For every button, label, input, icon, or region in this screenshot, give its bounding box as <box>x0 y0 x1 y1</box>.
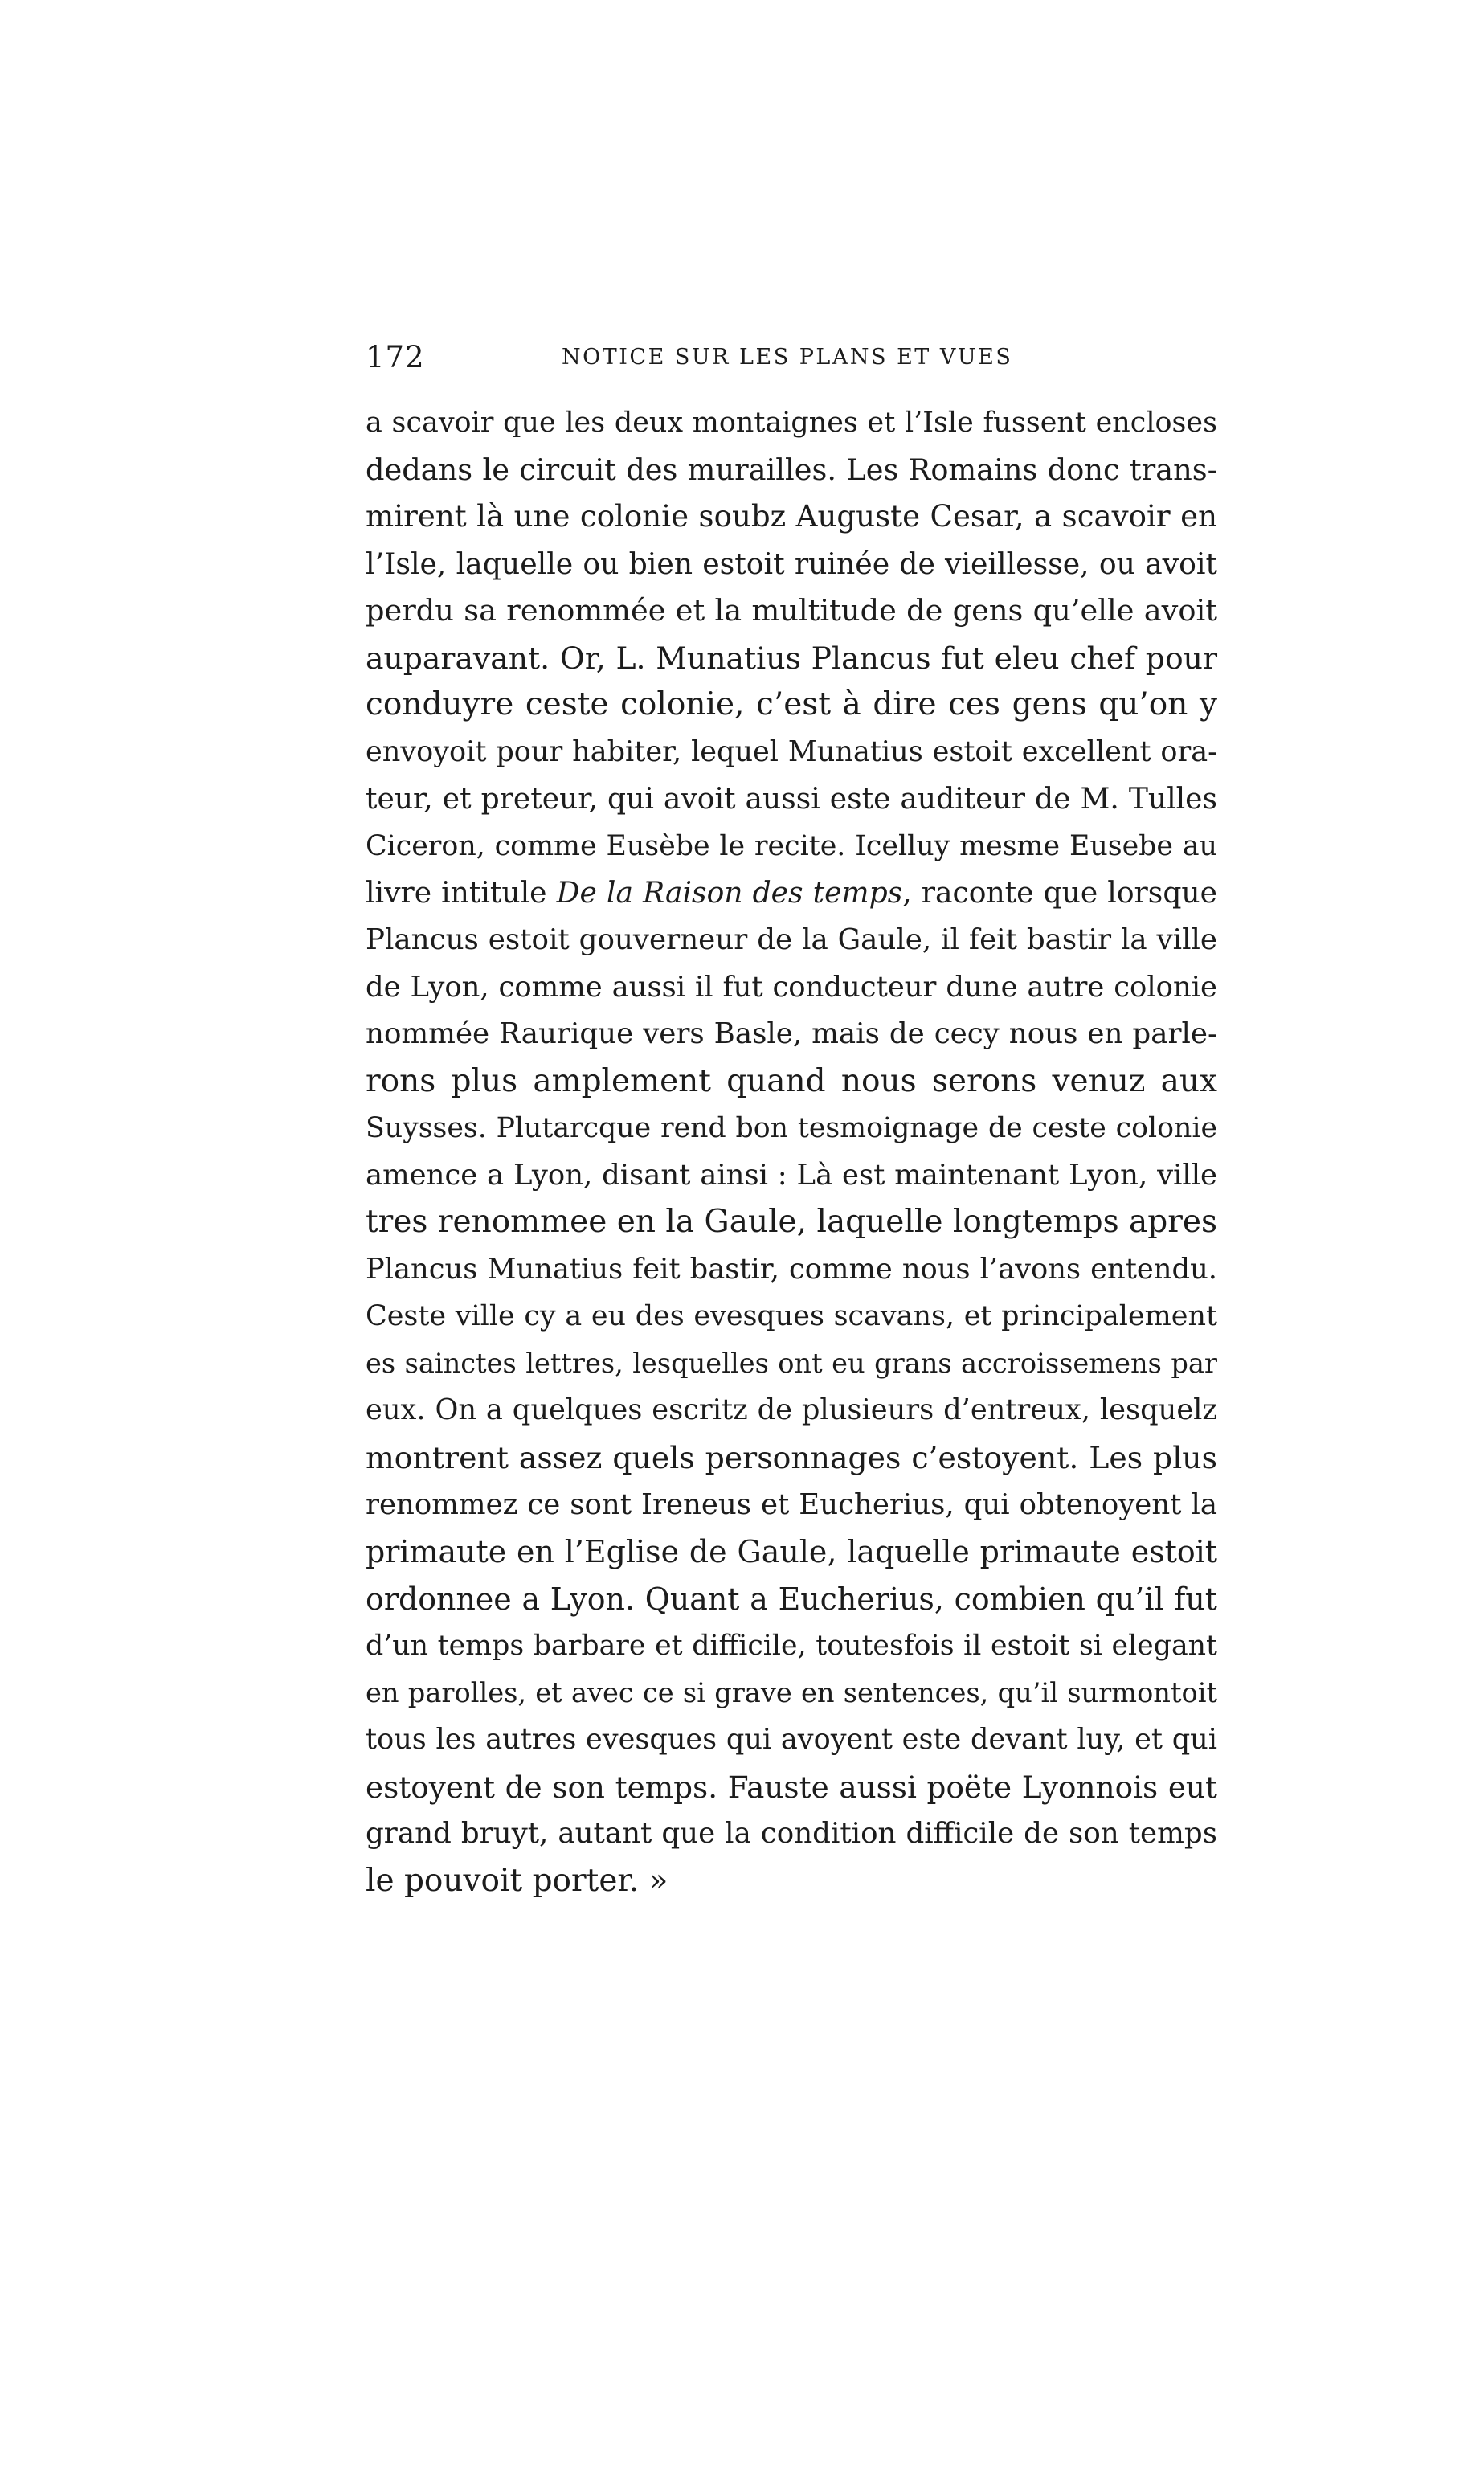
page-number: 172 <box>366 340 425 374</box>
line-text-before-title: livre intitule <box>366 876 557 910</box>
text-line-with-book-title <box>366 869 1217 917</box>
text-line: dedans le circuit des murailles. Les Romains donc trans- <box>366 452 1217 487</box>
text-line: a scavoir que les deux montaignes et l’Isle fussent encloses <box>366 407 1217 439</box>
text-line: l’Isle, laquelle ou bien estoit ruinée de vieillesse, ou avoit <box>366 546 1217 581</box>
text-line-final: le pouvoit porter. » <box>366 1862 668 1899</box>
body-text <box>366 399 1217 1905</box>
text-line: es sainctes lettres, lesquelles ont eu grans accroissemens par <box>366 1347 1217 1379</box>
text-line: teur, et preteur, qui avoit aussi este auditeur de M. Tulles <box>366 782 1217 816</box>
text-line: eux. On a quelques escritz de plusieurs d’entreux, lesquelz <box>366 1393 1217 1427</box>
text-line: mirent là une colonie soubz Auguste Cesar, a scavoir en <box>366 499 1217 534</box>
text-line: auparavant. Or, L. Munatius Plancus fut eleu chef pour <box>366 640 1217 676</box>
text-line: Suysses. Plutarcque rend bon tesmoignage de ceste colonie <box>366 1112 1217 1145</box>
text-line: primaute en l’Eglise de Gaule, laquelle primaute estoit <box>366 1534 1217 1570</box>
text-line: Ceste ville cy a eu des evesques scavans, et principalement <box>366 1300 1217 1333</box>
text-line: perdu sa renommée et la multitude de gens qu’elle avoit <box>366 593 1217 628</box>
text-line: renommez ce sont Ireneus et Eucherius, qui obtenoyent la <box>366 1487 1217 1521</box>
text-line: envoyoit pour habiter, lequel Munatius estoit excellent ora- <box>366 734 1217 768</box>
text-line: amence a Lyon, disant ainsi : Là est maintenant Lyon, ville <box>366 1158 1217 1192</box>
line-text-after-title: , raconte que lorsque <box>902 876 1218 910</box>
text-line: de Lyon, comme aussi il fut conducteur dune autre colonie <box>366 970 1217 1004</box>
text-line: Plancus estoit gouverneur de la Gaule, il feit bastir la ville <box>366 923 1217 957</box>
page-header <box>366 338 1089 378</box>
text-line: en parolles, et avec ce si grave en sentences, qu’il surmontoit <box>366 1676 1217 1708</box>
text-line: grand bruyt, autant que la condition difficile de son temps <box>366 1817 1217 1851</box>
book-title: De la Raison des temps <box>556 876 903 910</box>
text-line: d’un temps barbare et difficile, toutesfois il estoit si elegant <box>366 1630 1217 1663</box>
text-line: montrent assez quels personnages c’estoyent. Les plus <box>366 1440 1217 1476</box>
text-line: conduyre ceste colonie, c’est à dire ces gens qu’on y <box>366 686 1217 723</box>
text-line: estoyent de son temps. Fauste aussi poëte Lyonnois eut <box>366 1769 1217 1805</box>
text-line: rons plus amplement quand nous serons venuz aux <box>366 1062 1217 1099</box>
text-line: Ciceron, comme Eusèbe le recite. Icelluy mesme Eusebe au <box>366 829 1217 862</box>
running-title: NOTICE SUR LES PLANS ET VUES <box>562 345 1013 370</box>
text-line: tous les autres evesques qui avoyent este devant luy, et qui <box>366 1723 1217 1757</box>
text-line: nommée Raurique vers Basle, mais de cecy nous en parle- <box>366 1017 1217 1051</box>
text-line: ordonnee a Lyon. Quant a Eucherius, combien qu’il fut <box>366 1581 1217 1617</box>
text-line: tres renommee en la Gaule, laquelle longtemps apres <box>366 1204 1217 1241</box>
text-line: Plancus Munatius feit bastir, comme nous l’avons entendu. <box>366 1252 1217 1286</box>
